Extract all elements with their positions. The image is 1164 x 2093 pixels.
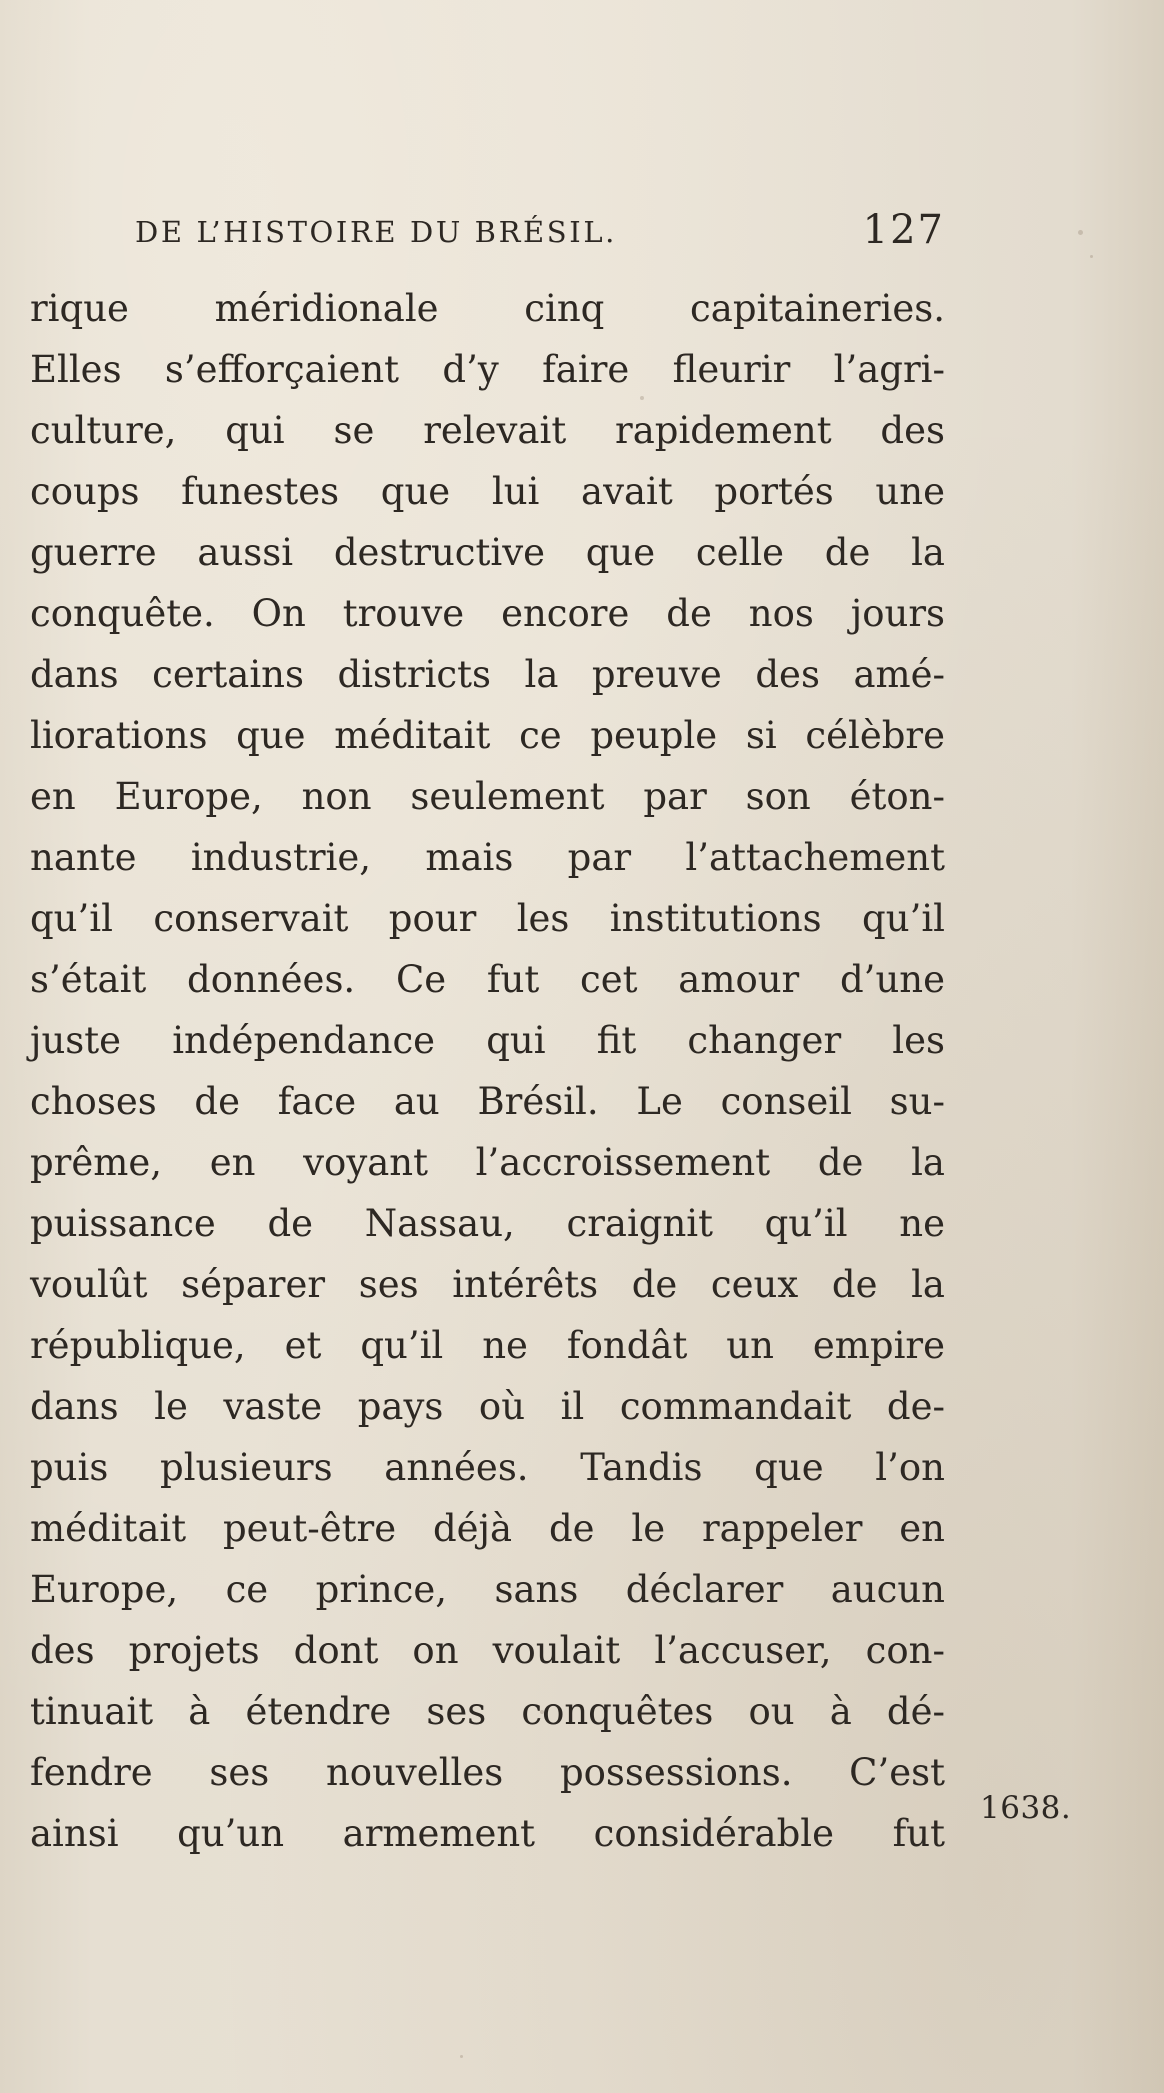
- text-line: en Europe, non seulement par son éton-: [30, 775, 945, 818]
- text-line: guerre aussi destructive que celle de la: [30, 531, 945, 574]
- text-line: conquête. On trouve encore de nos jours: [30, 592, 945, 635]
- text-line: nante industrie, mais par l’attachement: [30, 836, 945, 879]
- text-line: coups funestes que lui avait portés une: [30, 470, 945, 513]
- marginal-date: 1638.: [980, 1790, 1072, 1826]
- paper-foxing-spot: [460, 2055, 463, 2058]
- text-line: puis plusieurs années. Tandis que l’on: [30, 1446, 945, 1489]
- body-text: [30, 278, 945, 1864]
- text-line: prême, en voyant l’accroissement de la: [30, 1141, 945, 1184]
- paper-foxing-spot: [1078, 230, 1083, 235]
- text-line: liorations que méditait ce peuple si célèbre: [30, 714, 945, 757]
- text-line: juste indépendance qui fit changer les: [30, 1019, 945, 1062]
- text-line: s’était données. Ce fut cet amour d’une: [30, 958, 945, 1001]
- text-line: dans le vaste pays où il commandait de-: [30, 1385, 945, 1428]
- text-line: puissance de Nassau, craignit qu’il ne: [30, 1202, 945, 1245]
- text-line: république, et qu’il ne fondât un empire: [30, 1324, 945, 1367]
- text-line: Elles s’efforçaient d’y faire fleurir l’agri-: [30, 348, 945, 391]
- text-line: dans certains districts la preuve des amé-: [30, 653, 945, 696]
- text-line: méditait peut-être déjà de le rappeler en: [30, 1507, 945, 1550]
- paper-foxing-spot: [1090, 255, 1093, 258]
- page-header: [135, 207, 945, 261]
- text-line: voulût séparer ses intérêts de ceux de la: [30, 1263, 945, 1306]
- text-line: rique méridionale cinq capitaineries.: [30, 287, 945, 330]
- text-line: ainsi qu’un armement considérable fut: [30, 1812, 945, 1855]
- text-line: des projets dont on voulait l’accuser, con-: [30, 1629, 945, 1672]
- text-line: choses de face au Brésil. Le conseil su-: [30, 1080, 945, 1123]
- text-line: culture, qui se relevait rapidement des: [30, 409, 945, 452]
- text-line: Europe, ce prince, sans déclarer aucun: [30, 1568, 945, 1611]
- text-line: fendre ses nouvelles possessions. C’est: [30, 1751, 945, 1794]
- running-title: DE L’HISTOIRE DU BRÉSIL.: [135, 215, 617, 249]
- text-line: tinuait à étendre ses conquêtes ou à dé-: [30, 1690, 945, 1733]
- text-line: qu’il conservait pour les institutions qu’il: [30, 897, 945, 940]
- page-number: 127: [862, 207, 945, 253]
